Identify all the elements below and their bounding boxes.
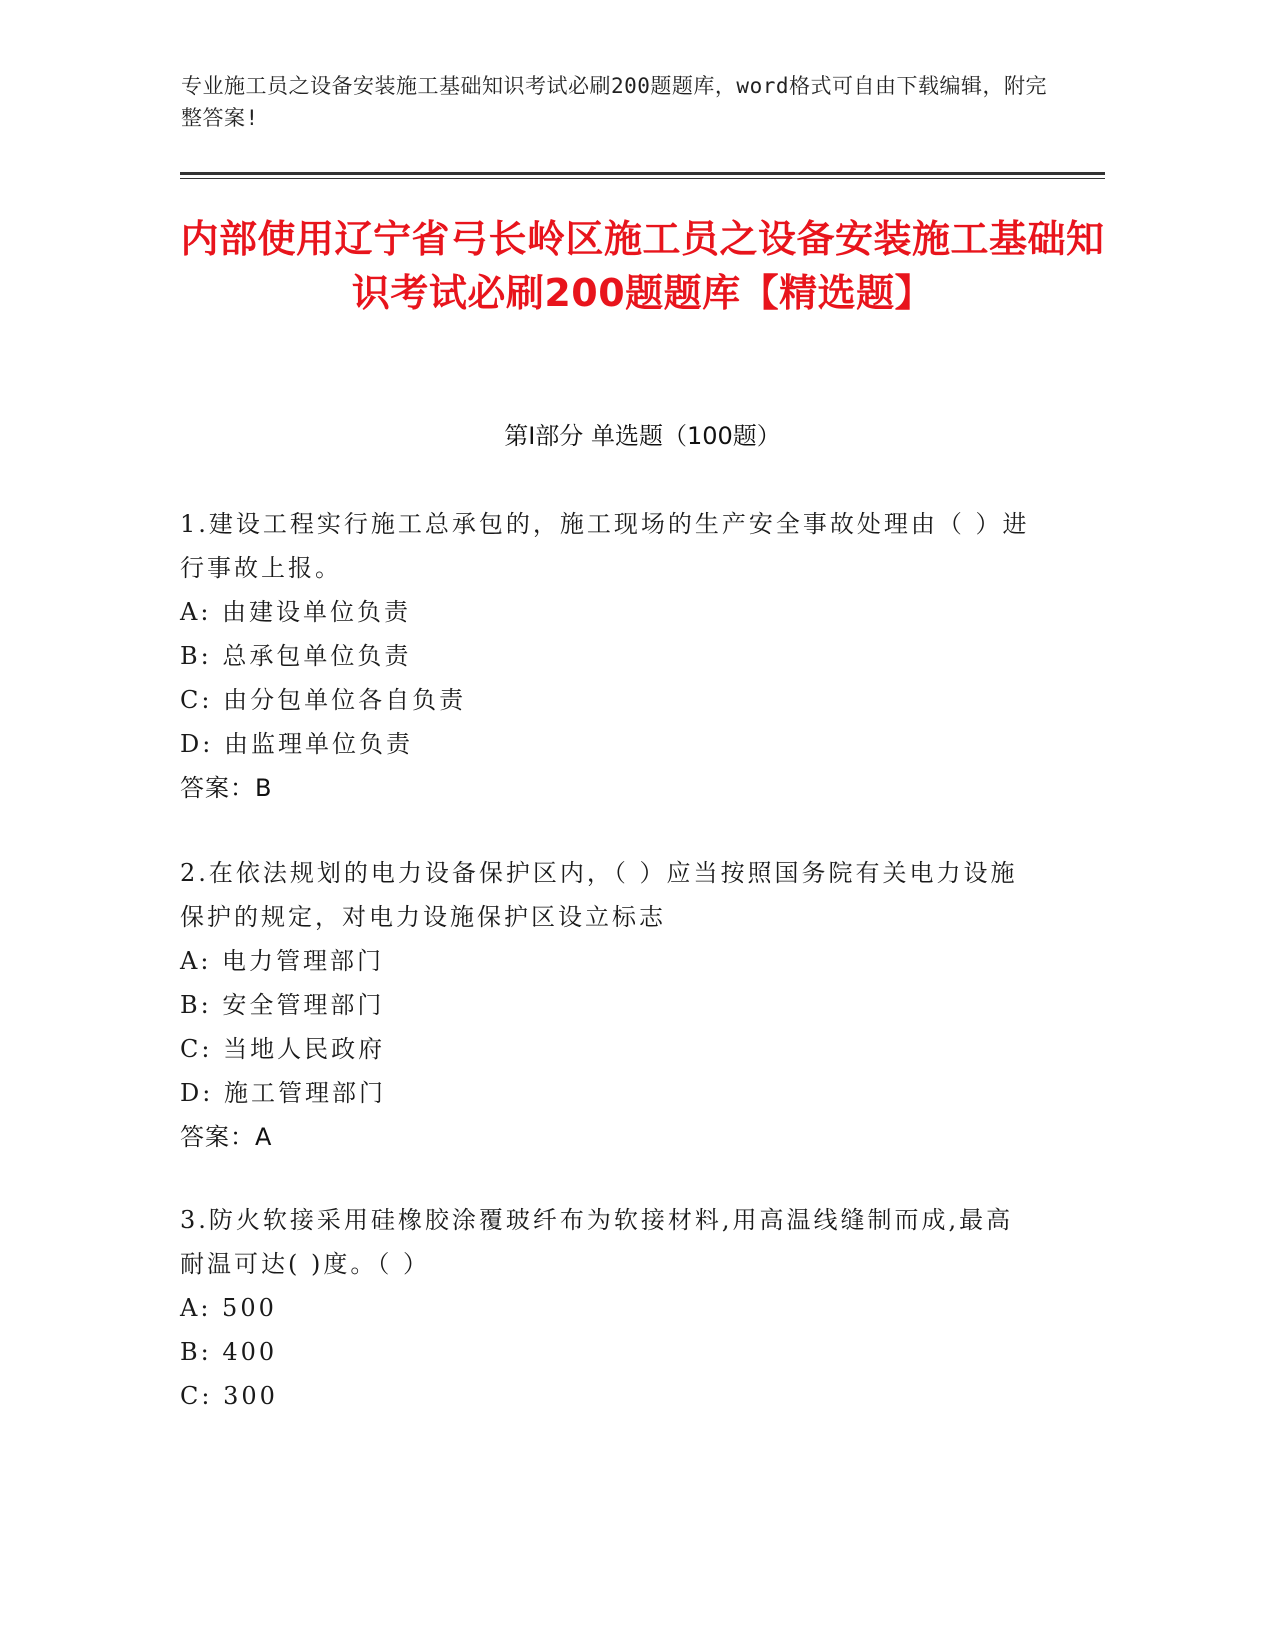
- question-stem: 2.在依法规划的电力设备保护区内，（ ）应当按照国务院有关电力设施保护的规定，对电力设施保护区设立标志: [180, 859, 1018, 931]
- option-a: A: 500: [180, 1294, 277, 1322]
- option-b: B: 400: [180, 1338, 278, 1366]
- option-b: B: 安全管理部门: [180, 991, 385, 1019]
- option-c: C: 由分包单位各自负责: [180, 686, 467, 714]
- option-a: A: 由建设单位负责: [180, 598, 412, 626]
- answer: 答案：B: [180, 774, 273, 802]
- option-a: A: 电力管理部门: [180, 947, 385, 975]
- option-c: C: 当地人民政府: [180, 1035, 386, 1063]
- header-divider-thin: [180, 178, 1105, 179]
- answer: 答案：A: [180, 1123, 273, 1151]
- option-c: C: 300: [180, 1382, 278, 1410]
- question-stem: 1.建设工程实行施工总承包的，施工现场的生产安全事故处理由（ ）进行事故上报。: [180, 510, 1030, 582]
- question-stem: 3.防火软接采用硅橡胶涂覆玻纤布为软接材料,用高温线缝制而成,最高耐温可达( )度。（ ）: [180, 1206, 1014, 1278]
- question-2: [180, 851, 1040, 1159]
- question-1: [180, 502, 1040, 810]
- option-b: B: 总承包单位负责: [180, 642, 412, 670]
- document-title: 内部使用辽宁省弓长岭区施工员之设备安装施工基础知识考试必刷200题题库【精选题】: [180, 217, 1105, 315]
- section-heading: 第I部分 单选题（100题）: [504, 422, 781, 450]
- question-3: [180, 1198, 1040, 1418]
- option-d: D: 施工管理部门: [180, 1079, 386, 1107]
- header-divider: [180, 172, 1105, 175]
- option-d: D: 由监理单位负责: [180, 730, 413, 758]
- header-note: 专业施工员之设备安装施工基础知识考试必刷200题题库，word格式可自由下载编辑，附完整答案!: [181, 74, 1047, 130]
